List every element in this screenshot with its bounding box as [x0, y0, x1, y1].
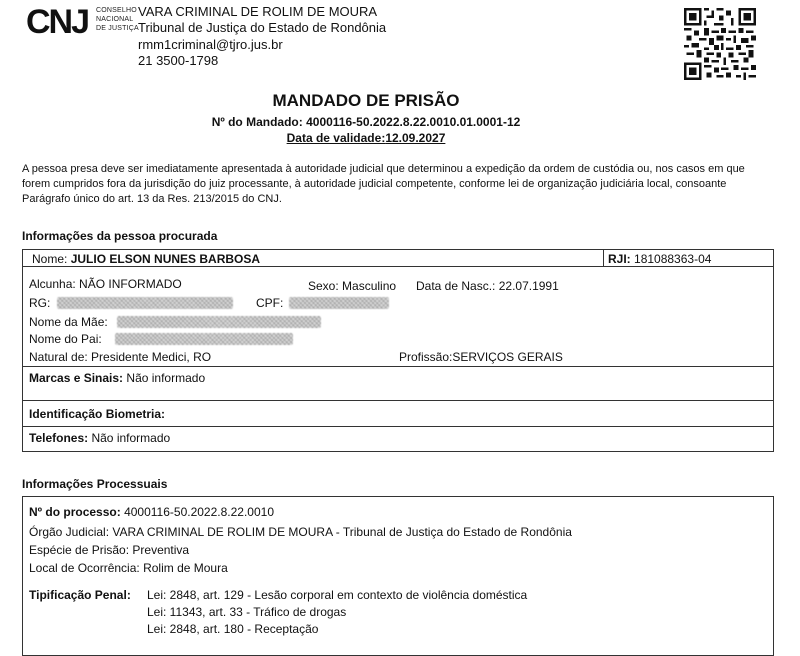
tipificacao-item: Lei: 11343, art. 33 - Tráfico de drogas: [147, 605, 347, 619]
document-title: MANDADO DE PRISÃO: [272, 91, 460, 110]
local-value: Rolim de Moura: [143, 561, 228, 575]
natural-label: Natural de:: [29, 350, 88, 364]
mandado-number: [0, 115, 732, 129]
especie-value: Preventiva: [132, 543, 190, 557]
profissao-label: Profissão:: [399, 350, 453, 364]
person-section-title: Informações da pessoa procurada: [22, 229, 218, 243]
validade-value: 12.09.2027: [385, 131, 446, 145]
mae-redacted: [117, 316, 321, 328]
rg-redacted: [57, 297, 233, 309]
biometria-label: Identificação Biometria:: [29, 407, 166, 421]
telefones-label: Telefones:: [29, 431, 89, 445]
orgao-label: Órgão Judicial:: [29, 525, 110, 539]
rji-label: RJI:: [608, 252, 631, 266]
court-phone: 21 3500-1798: [138, 53, 219, 68]
mandado-label: Nº do Mandado:: [211, 115, 303, 129]
process-box: [22, 496, 774, 656]
mae-label: Nome da Mãe:: [29, 315, 108, 329]
qr-code-icon: [684, 8, 756, 80]
processo-label: Nº do processo:: [29, 505, 121, 519]
marcas-value: Não informado: [126, 371, 206, 385]
cpf-redacted: [289, 297, 389, 309]
rg-label: RG:: [29, 296, 51, 310]
especie-label: Espécie de Prisão:: [29, 543, 130, 557]
logo-subtitle-line: DE JUSTIÇA: [96, 25, 139, 32]
name-cell: [22, 249, 604, 267]
cnj-logo-icon: CNJ: [26, 3, 89, 41]
validade-label: Data de validade:: [286, 131, 386, 145]
alcunha-label: Alcunha:: [29, 277, 76, 291]
person-details-box: [22, 266, 774, 367]
tipificacao-label: Tipificação Penal:: [29, 588, 131, 602]
sexo-label: Sexo:: [308, 279, 339, 293]
sexo-value: Masculino: [342, 279, 397, 293]
tipificacao-item: Lei: 2848, art. 129 - Lesão corporal em contexto de violência doméstica: [147, 588, 528, 602]
alcunha-value: NÃO INFORMADO: [79, 277, 182, 291]
nasc-label: Data de Nasc.:: [416, 279, 496, 293]
logo-subtitle-line: NACIONAL: [96, 16, 134, 23]
tribunal-name: Tribunal de Justiça do Estado de Rondônia: [138, 20, 387, 35]
profissao-value: SERVIÇOS GERAIS: [452, 350, 563, 364]
logo-subtitle-line: CONSELHO: [96, 7, 137, 14]
notice-paragraph: A pessoa presa deve ser imediatamente apresentada à autoridade judicial que determinou a expedição da ordem de custódia ou, nos casos em que forem cumpridos fora da jurisdição do juiz processante, à autoridade judicial competente, conforme lei de organização judiciária local, consoante Parágrafo único do art. 13 da Res. 213/2015 do CNJ.: [22, 163, 745, 205]
validade: [0, 131, 732, 145]
telefones-box: [22, 426, 774, 452]
cpf-label: CPF:: [256, 296, 284, 310]
nasc-value: 22.07.1991: [498, 279, 559, 293]
rji-value: 181088363-04: [634, 252, 712, 266]
natural-value: Presidente Medici, RO: [91, 350, 212, 364]
process-section-title: Informações Processuais: [22, 477, 168, 491]
tipificacao-item: Lei: 2848, art. 180 - Receptação: [147, 622, 319, 636]
pai-label: Nome do Pai:: [29, 332, 102, 346]
pai-redacted: [115, 333, 293, 345]
telefones-value: Não informado: [91, 431, 171, 445]
rji-cell: [603, 249, 774, 267]
processo-value: 4000116-50.2022.8.22.0010: [124, 505, 274, 519]
court-email[interactable]: rmm1criminal@tjro.jus.br: [138, 37, 283, 52]
marcas-box: [22, 366, 774, 401]
local-label: Local de Ocorrência:: [29, 561, 140, 575]
nome-value: JULIO ELSON NUNES BARBOSA: [70, 252, 261, 266]
court-name: VARA CRIMINAL DE ROLIM DE MOURA: [138, 4, 378, 19]
logo-subtitle: [96, 6, 139, 33]
orgao-value: VARA CRIMINAL DE ROLIM DE MOURA - Tribunal de Justiça do Estado de Rondônia: [112, 525, 572, 539]
nome-label: Nome:: [32, 252, 68, 266]
marcas-label: Marcas e Sinais:: [29, 371, 124, 385]
mandado-value: 4000116-50.2022.8.22.0010.01.0001-12: [306, 115, 521, 129]
biometria-box: [22, 400, 774, 427]
